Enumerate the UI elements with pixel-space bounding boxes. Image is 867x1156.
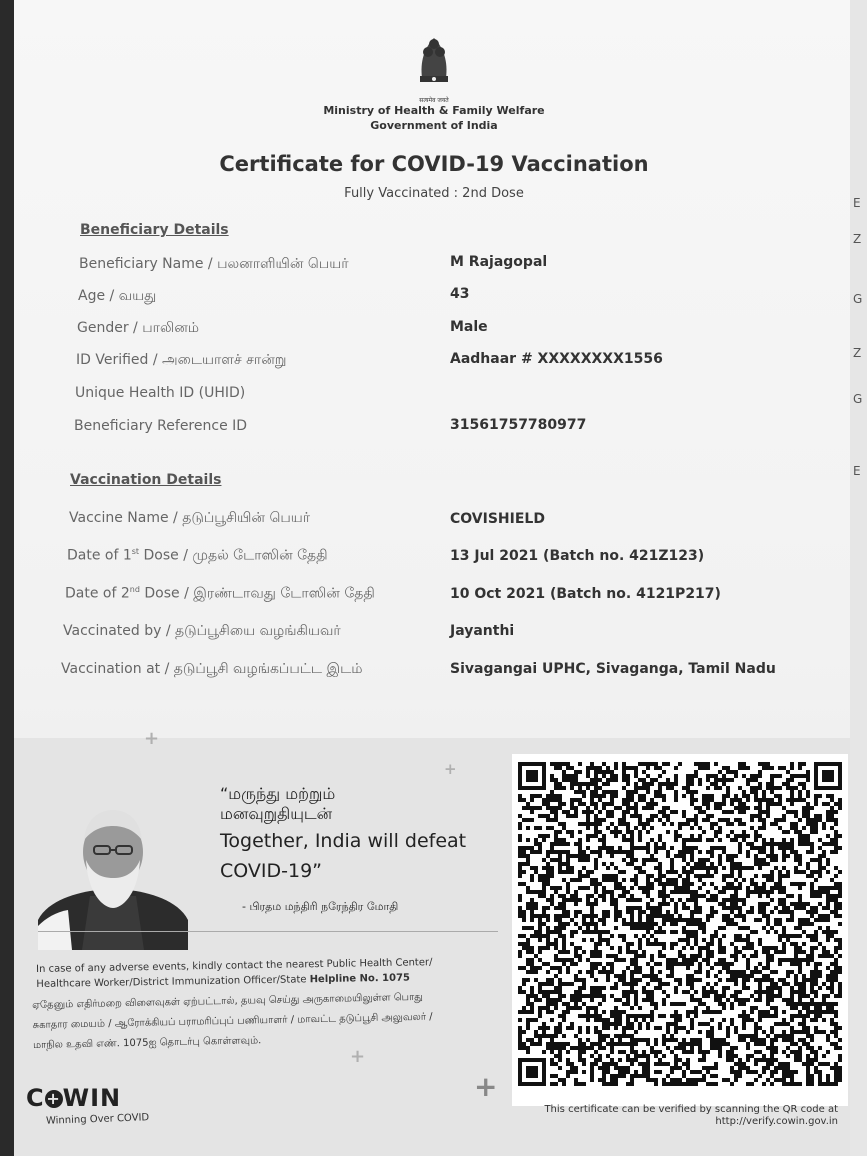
plus-decoration-icon: + [350, 1046, 366, 1067]
age-label: Age / வயது [78, 288, 157, 304]
dose1-date-value: 13 Jul 2021 (Batch no. 421Z123) [450, 548, 705, 564]
plus-decoration-icon: + [144, 728, 160, 749]
uhid-label: Unique Health ID (UHID) [75, 385, 246, 401]
prime-minister-portrait [38, 800, 188, 950]
footer-panel [14, 728, 854, 1156]
id-verified-label: ID Verified / அடையாளச் சான்று [76, 352, 287, 368]
gender-label: Gender / பாலினம் [77, 320, 200, 336]
dose2-date-label: Date of 2nd Dose / இரண்டாவது டோஸின் தேதி [65, 585, 375, 602]
gender-value: Male [450, 319, 488, 335]
background-edge: E Z G Z G E [850, 0, 867, 1156]
vaccinated-at-label: Vaccination at / தடுப்பூசி வழங்கப்பட்ட இடம் [61, 661, 363, 677]
qr-code-container [512, 754, 848, 1106]
vaccine-name-label: Vaccine Name / தடுப்பூசியின் பெயர் [69, 510, 311, 526]
beneficiary-heading: Beneficiary Details [80, 222, 229, 238]
quote-tamil: “மருந்து மற்றும் மனவுறுதியுடன் [220, 784, 336, 823]
id-verified-value: Aadhaar # XXXXXXXX1556 [450, 351, 663, 367]
vaccinated-at-value: Sivagangai UPHC, Sivaganga, Tamil Nadu [450, 661, 776, 677]
dose2-date-value: 10 Oct 2021 (Batch no. 4121P217) [450, 586, 721, 602]
plus-decoration-icon: + [444, 760, 457, 778]
cowin-logo: C +WIN [26, 1084, 122, 1112]
beneficiary-name-label: Beneficiary Name / பலனாளியின் பெயர் [79, 256, 349, 272]
dose-status: Fully Vaccinated : 2nd Dose [344, 186, 524, 201]
plus-circle-icon: + [46, 1089, 61, 1108]
reference-id-label: Beneficiary Reference ID [74, 418, 248, 434]
beneficiary-name-value: M Rajagopal [450, 254, 548, 270]
vaccination-heading: Vaccination Details [70, 472, 222, 488]
certificate-title: Certificate for COVID-19 Vaccination [219, 152, 649, 176]
vaccinated-by-label: Vaccinated by / தடுப்பூசியை வழங்கியவர் [63, 623, 341, 639]
quote-english: Together, India will defeat COVID-19” [220, 830, 467, 882]
helpline-tamil: ஏதேனும் எதிர்மறை விளைவுகள் ஏற்பட்டால், தயவு செய்து அருகாமையிலுள்ள பொது சுகாதார மையம் / ஆரோக்கியப் பராமரிப்புப் பணியாளர் / மாவட்ட தடுப்பூசி அலுவலர் / மாநில உதவி எண். 1075ஐ தொடர்பு கொள்ளவும். [32, 991, 433, 1051]
helpline-english: In case of any adverse events, kindly contact the nearest Public Health Center/ Healthcare Worker/District Immunization Officer/State Helpline No. 1075 [36, 957, 433, 990]
quote-attribution: - பிரதம மந்திரி நரேந்திர மோதி [242, 900, 399, 913]
age-value: 43 [450, 286, 470, 302]
government-name: Government of India [370, 119, 498, 132]
certificate-page [14, 0, 854, 1156]
national-emblem-icon [414, 32, 454, 96]
ministry-name: Ministry of Health & Family Welfare [323, 104, 545, 117]
reference-id-value: 31561757780977 [450, 417, 587, 433]
verification-note: This certificate can be verified by scanning the QR code at http://verify.cowin.gov.in [544, 1104, 838, 1127]
verification-qr-code-icon [518, 762, 842, 1086]
vaccine-name-value: COVISHIELD [450, 511, 545, 527]
dose1-date-label: Date of 1st Dose / முதல் டோஸின் தேதி [67, 547, 328, 564]
vaccinated-by-value: Jayanthi [450, 623, 515, 639]
plus-decoration-icon: + [474, 1070, 498, 1103]
emblem-caption: सत्यमेव जयते [419, 97, 449, 104]
divider [38, 931, 498, 932]
cowin-tagline: Winning Over COVID [45, 1112, 150, 1127]
